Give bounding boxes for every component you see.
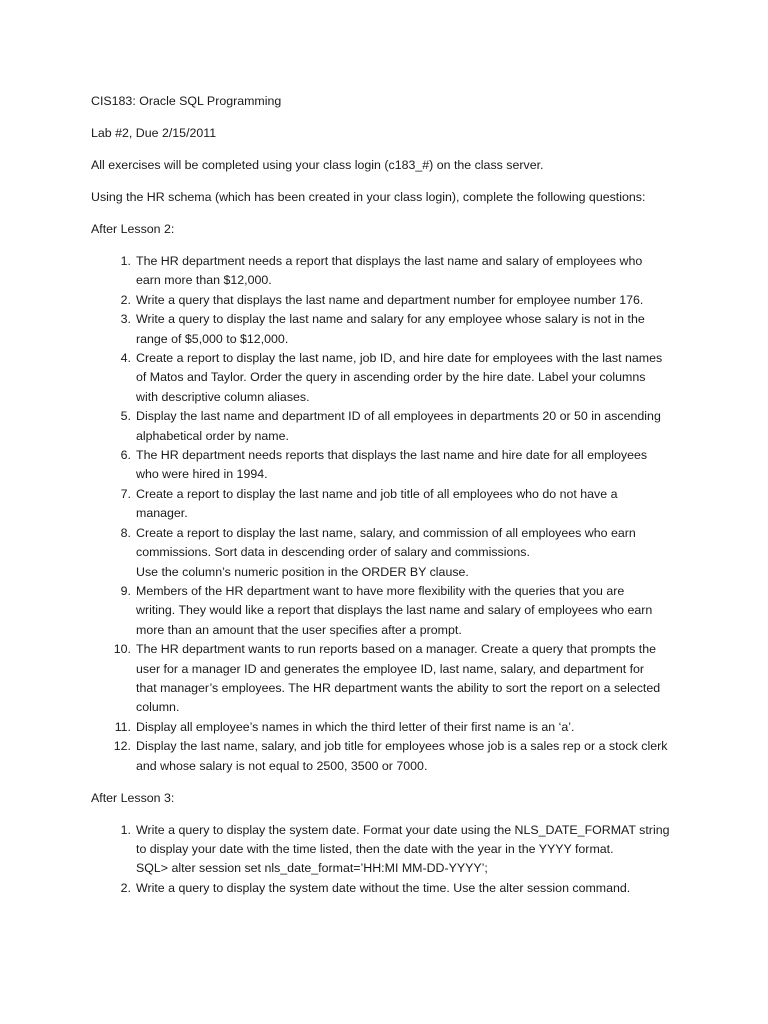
- question-item: [91, 582, 688, 640]
- question-number: 12.: [113, 739, 131, 754]
- question-item: [91, 252, 688, 291]
- question-number: 11.: [114, 719, 131, 734]
- question-text-line: commissions. Sort data in descending order of salary and commissions.: [136, 545, 530, 560]
- question-text-line: with descriptive column aliases.: [136, 389, 310, 404]
- question-number: 3.: [120, 312, 131, 327]
- question-text-line: user for a manager ID and generates the employee ID, last name, salary, and department for: [136, 661, 645, 676]
- lesson2-heading: After Lesson 2:: [91, 222, 175, 236]
- question-number: 8.: [120, 525, 131, 540]
- question-text-line: more than an amount that the user specifies after a prompt.: [136, 622, 462, 637]
- question-text-line: Create a report to display the last name, salary, and commission of all employees who earn: [136, 525, 636, 540]
- question-number: 7.: [120, 486, 131, 501]
- question-item: [91, 737, 688, 776]
- question-text-line: column.: [136, 700, 180, 715]
- question-text-line: The HR department needs reports that displays the last name and hire date for all employees: [136, 448, 648, 463]
- lesson2-question-list: [91, 252, 688, 776]
- question-text-line: earn more than $12,000.: [136, 273, 272, 288]
- question-text-line: Display all employee’s names in which the third letter of their first name is an ‘a’.: [136, 719, 575, 734]
- question-text-line: range of $5,000 to $12,000.: [136, 331, 289, 346]
- question-item: [91, 349, 688, 407]
- question-text-line: The HR department wants to run reports based on a manager. Create a query that prompts the: [136, 642, 657, 657]
- question-number: 2.: [120, 292, 131, 307]
- question-item: [91, 291, 688, 310]
- question-number: 2.: [120, 880, 131, 895]
- question-text-line: Write a query that displays the last name and department number for employee number 176.: [136, 292, 644, 307]
- course-title: CIS183: Oracle SQL Programming: [91, 94, 282, 108]
- question-text-line: alphabetical order by name.: [136, 428, 289, 443]
- intro-login: All exercises will be completed using your class login (c183_#) on the class server.: [91, 158, 544, 172]
- question-text-line: Write a query to display the system date without the time. Use the alter session command.: [136, 880, 631, 895]
- question-number: 9.: [120, 583, 131, 598]
- question-text-line: Members of the HR department want to have more flexibility with the queries that you are: [136, 583, 625, 598]
- question-text-line: to display your date with the time listed, then the date with the year in the YYYY format.: [136, 841, 614, 856]
- question-text-line: Create a report to display the last name and job title of all employees who do not have a: [136, 486, 618, 501]
- question-item: [91, 718, 688, 737]
- question-text-line: and whose salary is not equal to 2500, 3500 or 7000.: [136, 758, 428, 773]
- lesson3-question-list: [91, 821, 688, 899]
- question-number: 4.: [120, 351, 131, 366]
- question-item: [91, 446, 688, 485]
- question-item: [91, 524, 688, 582]
- question-text-line: SQL> alter session set nls_date_format=’HH:MI MM-DD-YYYY’;: [136, 861, 488, 876]
- question-item: [91, 485, 688, 524]
- question-text-line: The HR department needs a report that displays the last name and salary of employees who: [136, 254, 643, 268]
- question-text-line: of Matos and Taylor. Order the query in ascending order by the hire date. Label your columns: [136, 370, 646, 385]
- question-text-line: Use the column’s numeric position in the ORDER BY clause.: [136, 564, 469, 579]
- question-number: 1.: [120, 822, 131, 837]
- question-text-line: Create a report to display the last name, job ID, and hire date for employees with the last names: [136, 351, 663, 366]
- question-number: 5.: [120, 409, 131, 424]
- question-text-line: Display the last name and department ID of all employees in departments 20 or 50 in ascending: [136, 409, 661, 424]
- question-text-line: Write a query to display the last name and salary for any employee whose salary is not in the: [136, 312, 645, 327]
- question-text-line: writing. They would like a report that displays the last name and salary of employees who earn: [136, 603, 653, 618]
- question-text-line: manager.: [136, 506, 188, 521]
- question-item: [91, 640, 688, 718]
- question-text-line: Write a query to display the system date. Format your date using the NLS_DATE_FORMAT string: [136, 822, 670, 837]
- lab-title: Lab #2, Due 2/15/2011: [91, 126, 217, 140]
- question-item: [91, 879, 688, 898]
- question-text-line: who were hired in 1994.: [136, 467, 268, 482]
- question-item: [91, 821, 688, 879]
- intro-schema: Using the HR schema (which has been created in your class login), complete the following questions:: [91, 190, 646, 204]
- lesson3-heading: After Lesson 3:: [91, 790, 175, 805]
- question-text-line: that manager’s employees. The HR department wants the ability to sort the report on a selected: [136, 680, 661, 695]
- question-number: 1.: [120, 254, 131, 268]
- question-item: [91, 407, 688, 446]
- question-item: [91, 310, 688, 349]
- question-number: 10.: [113, 642, 131, 657]
- question-number: 6.: [120, 448, 131, 463]
- question-text-line: Display the last name, salary, and job title for employees whose job is a sales rep or a stock clerk: [136, 739, 668, 754]
